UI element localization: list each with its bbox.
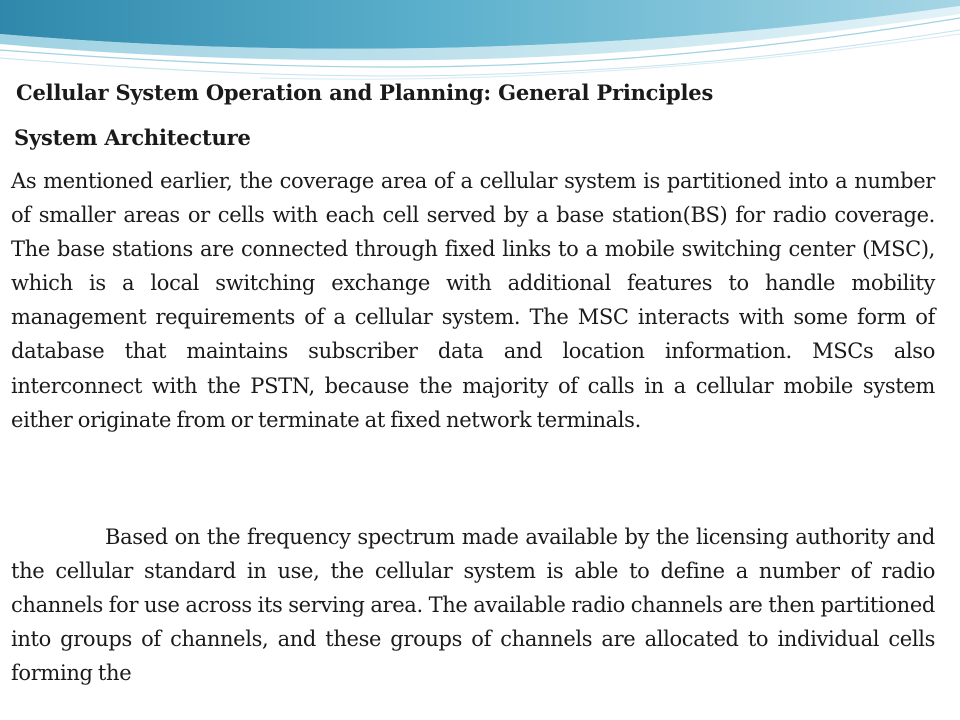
body-paragraph-1: As mentioned earlier, the coverage area of a cellular system is partitioned into a number of smaller areas or cells with each cell served by a base station(BS) for radio coverage. The base stations are connected through fixed links to a mobile switching center (MSC), which is a local switching exchange with additional features to handle mobility management requirements of a cellular system. The MSC interacts with some form of database that maintains subscriber data and location information. MSCs also interconnect with the PSTN, because the majority of calls in a cellular mobile system either originate from or terminate at fixed network terminals.: [11, 169, 935, 432]
body-paragraph-2: Based on the frequency spectrum made available by the licensing authority and the cellular standard in use, the cellular system is able to define a number of radio channels for use across its serving area. The available radio channels are then partitioned into groups of channels, and these groups of channels are allocated to individual cells forming the: [11, 525, 935, 686]
slide-title: Cellular System Operation and Planning: General Principles: [16, 80, 714, 105]
slide-subtitle: System Architecture: [14, 125, 251, 150]
